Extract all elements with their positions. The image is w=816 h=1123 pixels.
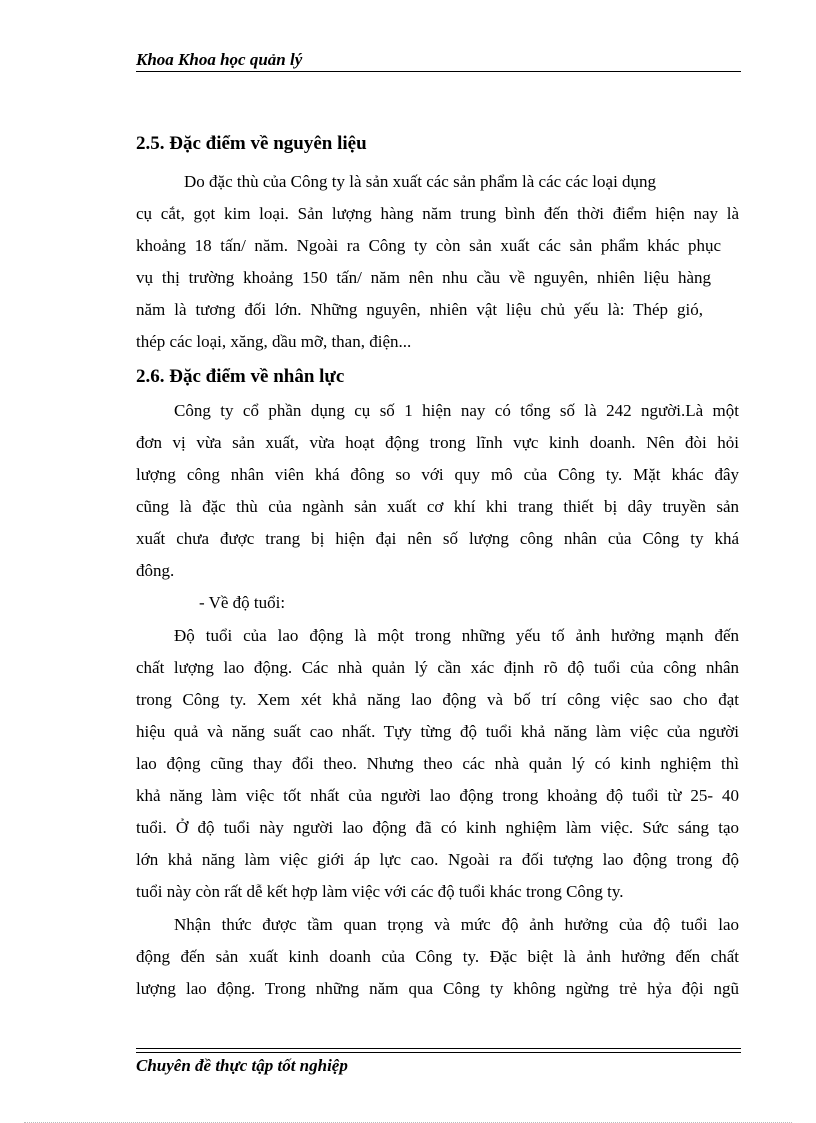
paragraph-line: Do đặc thù của Công ty là sản xuất các sản phẩm là các các loại dụng xyxy=(184,172,657,191)
paragraph-line: Công ty cổ phần dụng cụ số 1 hiện nay có tổng số là 242 người.Là một xyxy=(174,401,739,420)
header-title: Khoa Khoa học quản lý xyxy=(136,50,303,69)
paragraph-line: khoảng 18 tấn/ năm. Ngoài ra Công ty còn sản xuất các sản phẩm khác phục xyxy=(136,236,721,255)
paragraph-line: Nhận thức được tầm quan trọng và mức độ ảnh hưởng của độ tuổi lao xyxy=(174,915,739,934)
paragraph-line: hiệu quả và năng suất cao nhất. Tựy từng độ tuổi khả năng làm việc của người xyxy=(136,722,739,741)
list-item: - Về độ tuổi: xyxy=(199,593,286,612)
paragraph-line: lượng lao động. Trong những năm qua Công ty không ngừng trẻ hỷa đội ngũ xyxy=(136,979,739,998)
paragraph-line: tuổi này còn rất dễ kết hợp làm việc với các độ tuổi khác trong Công ty. xyxy=(136,882,624,901)
paragraph-line: lao động cũng thay đổi theo. Nhưng theo các nhà quản lý có kinh nghiệm thì xyxy=(136,754,739,773)
paragraph-line: đông. xyxy=(136,561,175,580)
paragraph-line: động đến sản xuất kinh doanh của Công ty. Đặc biệt là ảnh hưởng đến chất xyxy=(136,947,739,966)
footer-rule xyxy=(136,1048,741,1049)
paragraph-line: thép các loại, xăng, dầu mỡ, than, điện... xyxy=(136,332,412,351)
paragraph-line: chất lượng lao động. Các nhà quản lý cần xác định rõ độ tuổi của công nhân xyxy=(136,658,739,677)
paragraph-line: trong Công ty. Xem xét khả năng lao động và bố trí công việc sao cho đạt xyxy=(136,690,739,709)
footer-rule xyxy=(136,1052,741,1053)
paragraph-line: năm là tương đối lớn. Những nguyên, nhiên vật liệu chủ yếu là: Thép gió, xyxy=(136,300,703,319)
paragraph-line: Độ tuổi của lao động là một trong những yếu tố ảnh hưởng mạnh đến xyxy=(174,626,739,645)
paragraph-line: cụ cắt, gọt kim loại. Sản lượng hàng năm trung bình đến thời điểm hiện nay là xyxy=(136,204,739,223)
paragraph-line: đơn vị vừa sản xuất, vừa hoạt động trong lĩnh vực kinh doanh. Nên đòi hỏi xyxy=(136,433,739,452)
section-heading-2-5: 2.5. Đặc điểm về nguyên liệu xyxy=(136,133,367,154)
paragraph-line: tuổi. Ở độ tuổi này người lao động đã có kinh nghiệm làm việc. Sức sáng tạo xyxy=(136,818,739,837)
paragraph-line: khả năng làm việc tốt nhất của người lao động trong khoảng độ tuổi từ 25- 40 xyxy=(136,786,739,805)
paragraph-line: vụ thị trường khoảng 150 tấn/ năm nên nhu cầu về nguyên, nhiên liệu hàng xyxy=(136,268,711,287)
paragraph-line: cũng là đặc thù của ngành sản xuất cơ khí khi trang thiết bị dây truyền sản xyxy=(136,497,739,516)
paragraph-line: lượng công nhân viên khá đông so với quy mô của Công ty. Mặt khác đây xyxy=(136,465,739,484)
paragraph-line: xuất chưa được trang bị hiện đại nên số lượng công nhân của Công ty khá xyxy=(136,529,739,548)
paragraph-line: lớn khả năng làm việc giới áp lực cao. Ngoài ra đối tượng lao động trong độ xyxy=(136,850,739,869)
footer-title: Chuyên đề thực tập tốt nghiệp xyxy=(136,1056,348,1075)
section-heading-2-6: 2.6. Đặc điểm về nhân lực xyxy=(136,366,345,387)
header-rule xyxy=(136,71,741,72)
